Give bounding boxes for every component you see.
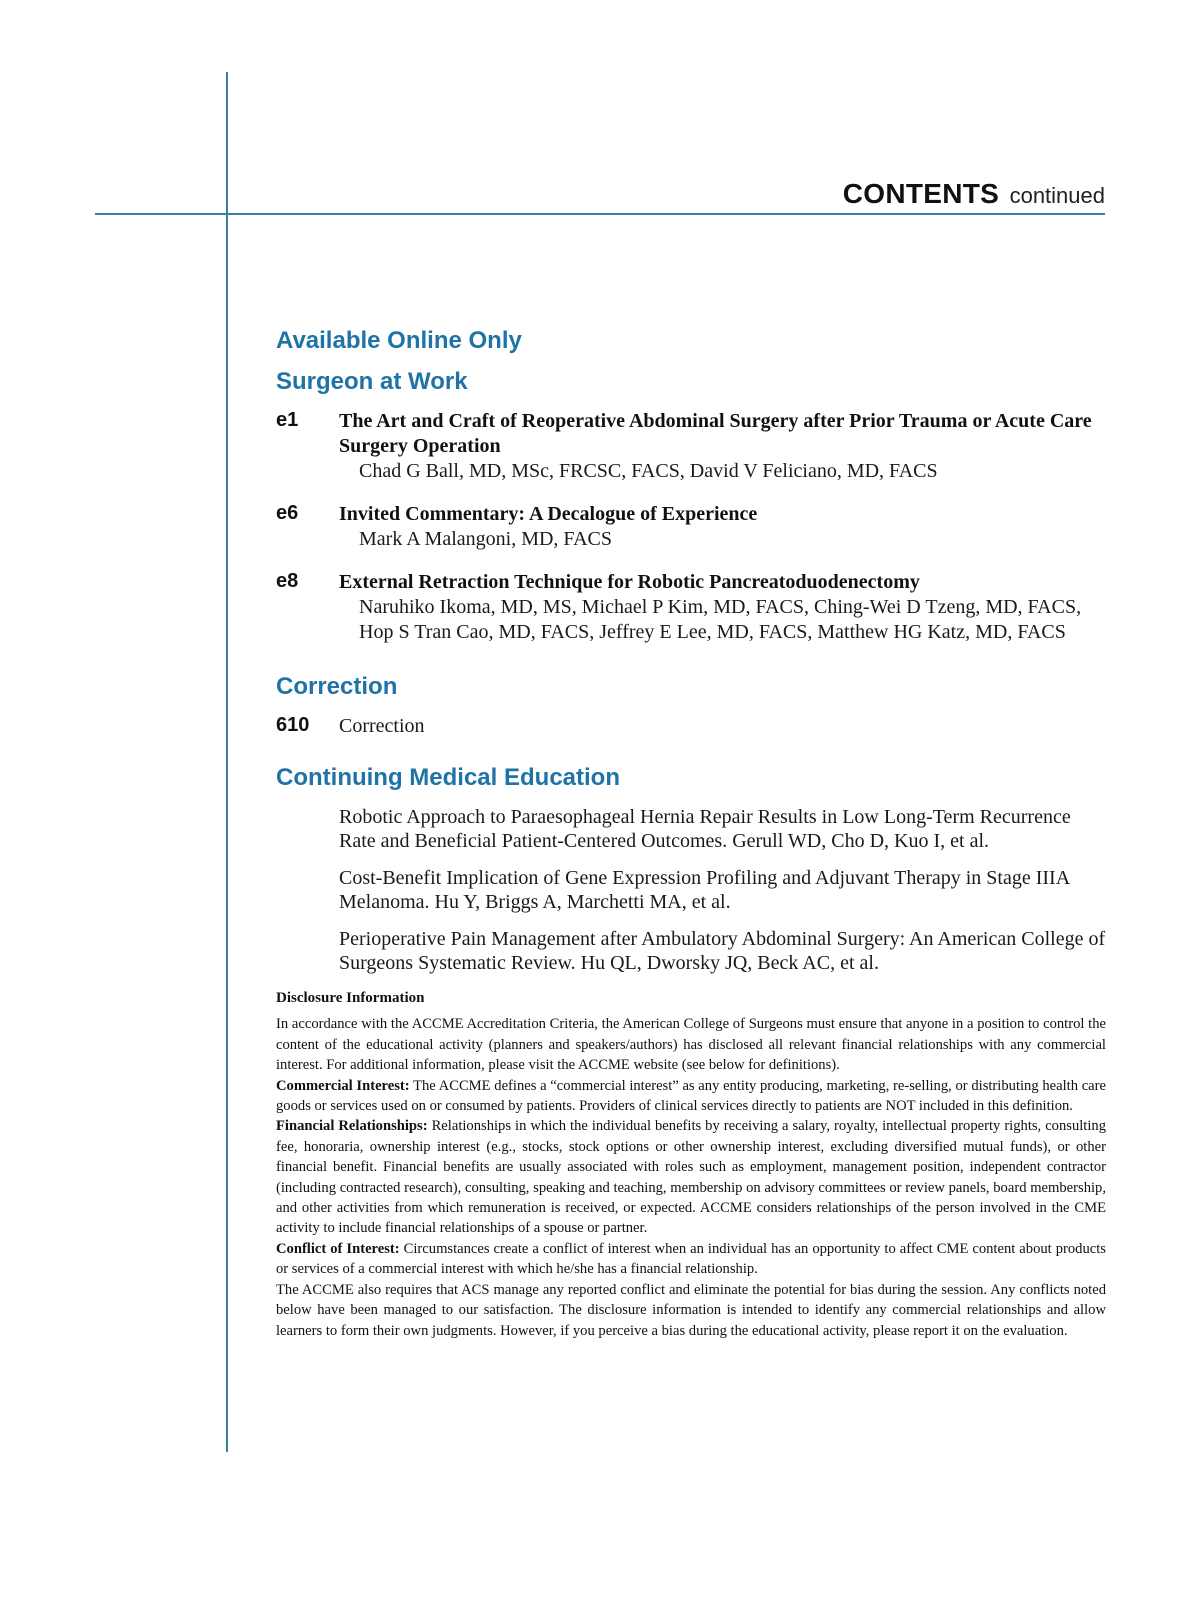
article-title: Invited Commentary: A Decalogue of Experience xyxy=(339,503,758,525)
disclosure-closing: The ACCME also requires that ACS manage any reported conflict and eliminate the potential for bias during the session. Any conflicts noted below have been managed to our satisfaction. The disclosure information is intended to identify any commercial relationships and allow learners to form their own judgments. However, if you perceive a bias during the educational activity, please report it on the evaluation. xyxy=(276,1281,1106,1339)
page-number: e6 xyxy=(276,502,299,524)
article-title: The Art and Craft of Reoperative Abdominal Surgery after Prior Trauma or Acute Care Surgery Operation xyxy=(339,410,1092,457)
disclosure-commercial xyxy=(276,1076,1106,1117)
article-authors: Chad G Ball, MD, MSc, FRCSC, FACS, David V Feliciano, MD, FACS xyxy=(359,460,938,482)
page-number: e1 xyxy=(276,409,299,431)
toc-entry[interactable] xyxy=(276,714,1106,739)
disclosure-heading: Disclosure Information xyxy=(276,990,425,1006)
article-title: External Retraction Technique for Robotic Pancreatoduodenectomy xyxy=(339,571,920,593)
page-number: e8 xyxy=(276,570,299,592)
cme-item[interactable]: Perioperative Pain Management after Ambulatory Abdominal Surgery: An American College of Surgeons Systematic Review. Hu QL, Dworsky JQ, Beck AC, et al. xyxy=(339,928,1106,974)
article-authors: Mark A Malangoni, MD, FACS xyxy=(359,528,612,550)
page-header xyxy=(843,178,1105,210)
commercial-label: Commercial Interest: xyxy=(276,1077,410,1094)
contents-body xyxy=(276,326,1106,1341)
toc-entry[interactable] xyxy=(276,570,1106,645)
section-heading-cme: Continuing Medical Education xyxy=(276,764,620,791)
disclosure-intro: In accordance with the ACCME Accreditation Criteria, the American College of Surgeons must ensure that anyone in a position to control the content of the educational activity (planners and speakers/authors) has disclosed all relevant financial relationships with any commercial interest. For additional information, please visit the ACCME website (see below for definitions). xyxy=(276,1016,1106,1074)
header-title: CONTENTS xyxy=(842,178,1000,209)
section-heading-correction: Correction xyxy=(276,673,398,700)
toc-entry[interactable] xyxy=(276,409,1106,484)
disclosure-block xyxy=(276,988,1106,1341)
cme-item[interactable]: Robotic Approach to Paraesophageal Hernia Repair Results in Low Long-Term Recurrence Rate and Beneficial Patient-Centered Outcomes. Gerull WD, Cho D, Kuo I, et al. xyxy=(339,806,1071,852)
disclosure-conflict xyxy=(276,1239,1106,1280)
commercial-text: The ACCME defines a “commercial interest” as any entity producing, marketing, re-selling, or distributing health care goods or services used on or consumed by patients. Providers of clinical services directly to patients are NOT included in this definition. xyxy=(276,1077,1106,1115)
disclosure-financial xyxy=(276,1116,1106,1238)
conflict-text: Circumstances create a conflict of interest when an individual has an opportunity to affect CME content about products or services of a commercial interest with which he/she has a financial relationship. xyxy=(276,1240,1106,1278)
financial-label: Financial Relationships: xyxy=(276,1118,428,1135)
article-title: Correction xyxy=(339,715,425,737)
vertical-rule xyxy=(226,72,228,1452)
toc-entry[interactable] xyxy=(276,502,1106,552)
header-subtitle: continued xyxy=(1009,183,1105,208)
section-subheading-surgeon-at-work: Surgeon at Work xyxy=(276,368,468,395)
section-heading-online: Available Online Only xyxy=(276,327,522,354)
conflict-label: Conflict of Interest: xyxy=(276,1240,400,1257)
header-rule xyxy=(95,213,1105,215)
financial-text: Relationships in which the individual benefits by receiving a salary, royalty, intellectual property rights, consulting fee, honoraria, ownership interest (e.g., stocks, stock options or other ownership interest, excluding diversified mutual funds), or other financial benefit. Financial benefits are usually associated with roles such as employment, management position, independent contractor (including contracted research), consulting, speaking and teaching, membership on advisory committees or review panels, board membership, and other activities from which remuneration is received, or expected. ACCME considers relationships of the person involved in the CME activity to include financial relationships of a spouse or partner. xyxy=(276,1118,1107,1237)
cme-item[interactable]: Cost-Benefit Implication of Gene Expression Profiling and Adjuvant Therapy in Stage IIIA Melanoma. Hu Y, Briggs A, Marchetti MA, et al. xyxy=(339,867,1070,913)
article-authors: Naruhiko Ikoma, MD, MS, Michael P Kim, MD, FACS, Ching-Wei D Tzeng, MD, FACS, Hop S Tran Cao, MD, FACS, Jeffrey E Lee, MD, FACS, Matthew HG Katz, MD, FACS xyxy=(359,596,1082,643)
page-number: 610 xyxy=(276,714,310,736)
